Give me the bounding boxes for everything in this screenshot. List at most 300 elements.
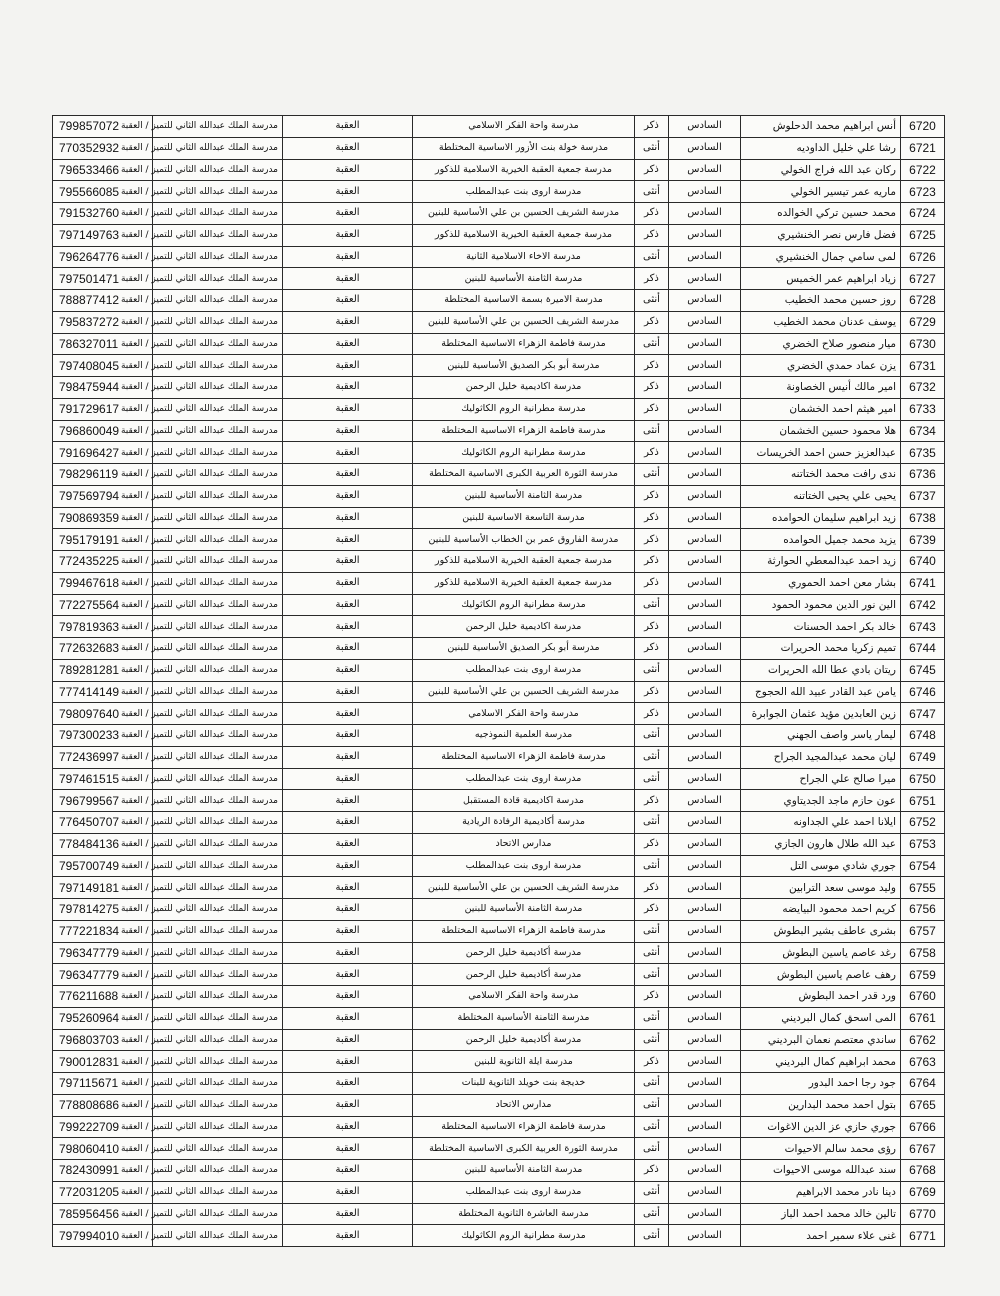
city-cell: العقبة — [283, 311, 413, 333]
school-name-cell: مدرسة اكاديمية خليل الرحمن — [413, 616, 635, 638]
exam-center-cell: مدرسة الملك عبدالله الثاني للتميز / العقبة — [153, 1094, 283, 1116]
grade-cell: السادس — [669, 464, 741, 486]
document-sheet — [52, 115, 944, 1247]
exam-center-cell: مدرسة الملك عبدالله الثاني للتميز / العقبة — [153, 1116, 283, 1138]
phone-number-cell: 797149763 — [53, 224, 153, 246]
school-name-cell: مدرسة الشريف الحسين بن علي الأساسية للبنين — [413, 203, 635, 225]
table-row — [53, 1160, 945, 1182]
gender-cell: ذكر — [635, 203, 669, 225]
city-cell: العقبة — [283, 333, 413, 355]
student-name-cell: تميم زكريا محمد الحريرات — [741, 638, 901, 660]
row-number-cell: 6732 — [901, 377, 945, 399]
row-number-cell: 6727 — [901, 268, 945, 290]
gender-cell: أنثى — [635, 246, 669, 268]
phone-number-cell: 797814275 — [53, 899, 153, 921]
city-cell: العقبة — [283, 920, 413, 942]
city-cell: العقبة — [283, 746, 413, 768]
phone-number-cell: 778808686 — [53, 1094, 153, 1116]
city-cell: العقبة — [283, 442, 413, 464]
grade-cell: السادس — [669, 877, 741, 899]
gender-cell: ذكر — [635, 159, 669, 181]
city-cell: العقبة — [283, 420, 413, 442]
row-number-cell: 6763 — [901, 1051, 945, 1073]
school-name-cell: مدرسة مطرانية الروم الكاثوليك — [413, 594, 635, 616]
table-row — [53, 964, 945, 986]
grade-cell: السادس — [669, 594, 741, 616]
student-name-cell: محمد حسين تركي الخوالده — [741, 203, 901, 225]
school-name-cell: مدرسة واحة الفكر الاسلامي — [413, 116, 635, 138]
city-cell: العقبة — [283, 181, 413, 203]
exam-center-cell: مدرسة الملك عبدالله الثاني للتميز / العقبة — [153, 616, 283, 638]
row-number-cell: 6750 — [901, 768, 945, 790]
gender-cell: ذكر — [635, 377, 669, 399]
table-row — [53, 464, 945, 486]
table-row — [53, 899, 945, 921]
row-number-cell: 6770 — [901, 1203, 945, 1225]
school-name-cell: مدرسة اروى بنت عبدالمطلب — [413, 1181, 635, 1203]
grade-cell: السادس — [669, 616, 741, 638]
exam-center-cell: مدرسة الملك عبدالله الثاني للتميز / العقبة — [153, 116, 283, 138]
exam-center-cell: مدرسة الملك عبدالله الثاني للتميز / العقبة — [153, 594, 283, 616]
city-cell: العقبة — [283, 290, 413, 312]
grade-cell: السادس — [669, 964, 741, 986]
gender-cell: ذكر — [635, 398, 669, 420]
school-name-cell: مدرسة الثورة العربية الكبرى الاساسية المختلطة — [413, 464, 635, 486]
grade-cell: السادس — [669, 1029, 741, 1051]
gender-cell: ذكر — [635, 442, 669, 464]
school-name-cell: مدرسة الثورة العربية الكبرى الاساسية المختلطة — [413, 1138, 635, 1160]
row-number-cell: 6720 — [901, 116, 945, 138]
grade-cell: السادس — [669, 551, 741, 573]
city-cell: العقبة — [283, 268, 413, 290]
gender-cell: أنثى — [635, 1116, 669, 1138]
exam-center-cell: مدرسة الملك عبدالله الثاني للتميز / العقبة — [153, 464, 283, 486]
school-name-cell: مدرسة فاطمة الزهراء الاساسية المختلطة — [413, 746, 635, 768]
school-name-cell: مدرسة الشريف الحسين بن علي الأساسية للبنين — [413, 877, 635, 899]
gender-cell: ذكر — [635, 616, 669, 638]
exam-center-cell: مدرسة الملك عبدالله الثاني للتميز / العقبة — [153, 768, 283, 790]
table-row — [53, 1073, 945, 1095]
student-name-cell: روز حسين محمد الخطيب — [741, 290, 901, 312]
row-number-cell: 6762 — [901, 1029, 945, 1051]
row-number-cell: 6761 — [901, 1007, 945, 1029]
city-cell: العقبة — [283, 725, 413, 747]
exam-center-cell: مدرسة الملك عبدالله الثاني للتميز / العقبة — [153, 964, 283, 986]
grade-cell: السادس — [669, 1225, 741, 1247]
phone-number-cell: 786327011 — [53, 333, 153, 355]
exam-center-cell: مدرسة الملك عبدالله الثاني للتميز / العقبة — [153, 551, 283, 573]
grade-cell: السادس — [669, 1073, 741, 1095]
grade-cell: السادس — [669, 311, 741, 333]
gender-cell: أنثى — [635, 420, 669, 442]
school-name-cell: مدرسة فاطمة الزهراء الاساسية المختلطة — [413, 920, 635, 942]
gender-cell: ذكر — [635, 877, 669, 899]
student-name-cell: يزيد محمد جميل الحوامده — [741, 529, 901, 551]
school-name-cell: مدرسة اكاديمية خليل الرحمن — [413, 377, 635, 399]
city-cell: العقبة — [283, 681, 413, 703]
table-row — [53, 377, 945, 399]
student-name-cell: يزن عماد حمدي الخضري — [741, 355, 901, 377]
city-cell: العقبة — [283, 1029, 413, 1051]
grade-cell: السادس — [669, 899, 741, 921]
student-name-cell: ميار منصور صلاح الخضري — [741, 333, 901, 355]
school-name-cell: مدرسة جمعية العقبة الخيرية الاسلامية للذكور — [413, 572, 635, 594]
exam-center-cell: مدرسة الملك عبدالله الثاني للتميز / العقبة — [153, 1029, 283, 1051]
school-name-cell: مدرسة الثامنة الأساسية المختلطة — [413, 1007, 635, 1029]
student-name-cell: عون حازم ماجد الجديتاوي — [741, 790, 901, 812]
grade-cell: السادس — [669, 377, 741, 399]
city-cell: العقبة — [283, 812, 413, 834]
phone-number-cell: 788877412 — [53, 290, 153, 312]
row-number-cell: 6739 — [901, 529, 945, 551]
school-name-cell: مدرسة مطرانية الروم الكاثوليك — [413, 1225, 635, 1247]
city-cell: العقبة — [283, 507, 413, 529]
student-name-cell: لمى سامي جمال الخنشيري — [741, 246, 901, 268]
grade-cell: السادس — [669, 638, 741, 660]
row-number-cell: 6766 — [901, 1116, 945, 1138]
student-name-cell: ماريه عمر تيسير الخولي — [741, 181, 901, 203]
exam-center-cell: مدرسة الملك عبدالله الثاني للتميز / العقبة — [153, 703, 283, 725]
city-cell: العقبة — [283, 377, 413, 399]
grade-cell: السادس — [669, 137, 741, 159]
table-row — [53, 768, 945, 790]
phone-number-cell: 790012831 — [53, 1051, 153, 1073]
grade-cell: السادس — [669, 746, 741, 768]
phone-number-cell: 797149181 — [53, 877, 153, 899]
phone-number-cell: 772632683 — [53, 638, 153, 660]
city-cell: العقبة — [283, 551, 413, 573]
city-cell: العقبة — [283, 159, 413, 181]
row-number-cell: 6752 — [901, 812, 945, 834]
student-name-cell: رهف عاصم ياسين البطوش — [741, 964, 901, 986]
city-cell: العقبة — [283, 768, 413, 790]
student-name-cell: جوري حازي عز الدين الاغوات — [741, 1116, 901, 1138]
city-cell: العقبة — [283, 529, 413, 551]
exam-center-cell: مدرسة الملك عبدالله الثاني للتميز / العقبة — [153, 986, 283, 1008]
student-name-cell: الين نور الدين محمود الحمود — [741, 594, 901, 616]
row-number-cell: 6745 — [901, 659, 945, 681]
row-number-cell: 6759 — [901, 964, 945, 986]
row-number-cell: 6748 — [901, 725, 945, 747]
student-name-cell: زيد احمد عبدالمعطي الحوارثة — [741, 551, 901, 573]
phone-number-cell: 796264776 — [53, 246, 153, 268]
school-name-cell: مدارس الاتحاد — [413, 833, 635, 855]
phone-number-cell: 776450707 — [53, 812, 153, 834]
row-number-cell: 6733 — [901, 398, 945, 420]
city-cell: العقبة — [283, 638, 413, 660]
row-number-cell: 6726 — [901, 246, 945, 268]
table-row — [53, 398, 945, 420]
gender-cell: ذكر — [635, 833, 669, 855]
school-name-cell: مدرسة واحة الفكر الاسلامي — [413, 986, 635, 1008]
row-number-cell: 6731 — [901, 355, 945, 377]
student-name-cell: هلا محمود حسين الخشمان — [741, 420, 901, 442]
exam-center-cell: مدرسة الملك عبدالله الثاني للتميز / العقبة — [153, 1051, 283, 1073]
gender-cell: أنثى — [635, 920, 669, 942]
exam-center-cell: مدرسة الملك عبدالله الثاني للتميز / العقبة — [153, 203, 283, 225]
school-name-cell: مدرسة الثامنة الأساسية للبنين — [413, 268, 635, 290]
phone-number-cell: 796799567 — [53, 790, 153, 812]
gender-cell: أنثى — [635, 942, 669, 964]
city-cell: العقبة — [283, 572, 413, 594]
table-row — [53, 616, 945, 638]
row-number-cell: 6768 — [901, 1160, 945, 1182]
student-name-cell: ليان محمد عبدالمجيد الجراح — [741, 746, 901, 768]
exam-center-cell: مدرسة الملك عبدالله الثاني للتميز / العقبة — [153, 833, 283, 855]
phone-number-cell: 795700749 — [53, 855, 153, 877]
exam-center-cell: مدرسة الملك عبدالله الثاني للتميز / العقبة — [153, 1138, 283, 1160]
row-number-cell: 6730 — [901, 333, 945, 355]
exam-center-cell: مدرسة الملك عبدالله الثاني للتميز / العقبة — [153, 572, 283, 594]
grade-cell: السادس — [669, 1094, 741, 1116]
student-name-cell: غنى علاء سمير احمد — [741, 1225, 901, 1247]
phone-number-cell: 797994010 — [53, 1225, 153, 1247]
row-number-cell: 6755 — [901, 877, 945, 899]
school-name-cell: مدرسة أكاديمية خليل الرحمن — [413, 942, 635, 964]
student-name-cell: كريم احمد محمود البيايضه — [741, 899, 901, 921]
school-name-cell: مدرسة أكاديمية خليل الرحمن — [413, 964, 635, 986]
phone-number-cell: 791729617 — [53, 398, 153, 420]
grade-cell: السادس — [669, 855, 741, 877]
exam-center-cell: مدرسة الملك عبدالله الثاني للتميز / العقبة — [153, 181, 283, 203]
row-number-cell: 6758 — [901, 942, 945, 964]
grade-cell: السادس — [669, 181, 741, 203]
grade-cell: السادس — [669, 224, 741, 246]
phone-number-cell: 777414149 — [53, 681, 153, 703]
row-number-cell: 6760 — [901, 986, 945, 1008]
student-name-cell: امير هيثم احمد الخشمان — [741, 398, 901, 420]
exam-center-cell: مدرسة الملك عبدالله الثاني للتميز / العقبة — [153, 290, 283, 312]
phone-number-cell: 799222709 — [53, 1116, 153, 1138]
row-number-cell: 6754 — [901, 855, 945, 877]
phone-number-cell: 777221834 — [53, 920, 153, 942]
gender-cell: ذكر — [635, 1051, 669, 1073]
grade-cell: السادس — [669, 420, 741, 442]
phone-number-cell: 776211688 — [53, 986, 153, 1008]
table-row — [53, 1225, 945, 1247]
grade-cell: السادس — [669, 1138, 741, 1160]
table-row — [53, 572, 945, 594]
student-name-cell: ورد قدر احمد البطوش — [741, 986, 901, 1008]
gender-cell: ذكر — [635, 485, 669, 507]
city-cell: العقبة — [283, 964, 413, 986]
gender-cell: أنثى — [635, 855, 669, 877]
student-name-cell: رؤى محمد سالم الاحيوات — [741, 1138, 901, 1160]
row-number-cell: 6742 — [901, 594, 945, 616]
gender-cell: ذكر — [635, 790, 669, 812]
school-name-cell: مدرسة الشريف الحسين بن علي الأساسية للبنين — [413, 311, 635, 333]
table-row — [53, 1094, 945, 1116]
exam-center-cell: مدرسة الملك عبدالله الثاني للتميز / العقبة — [153, 268, 283, 290]
school-name-cell: مدرسة اكاديمية قادة المستقبل — [413, 790, 635, 812]
table-row — [53, 290, 945, 312]
grade-cell: السادس — [669, 529, 741, 551]
gender-cell: ذكر — [635, 116, 669, 138]
exam-center-cell: مدرسة الملك عبدالله الثاني للتميز / العقبة — [153, 855, 283, 877]
student-name-cell: رغد عاصم ياسين البطوش — [741, 942, 901, 964]
student-name-cell: ساندي معتصم نعمان البرديني — [741, 1029, 901, 1051]
phone-number-cell: 797569794 — [53, 485, 153, 507]
row-number-cell: 6751 — [901, 790, 945, 812]
phone-number-cell: 772031205 — [53, 1181, 153, 1203]
table-row — [53, 203, 945, 225]
student-name-cell: ريتان بادي عطا الله الحريرات — [741, 659, 901, 681]
phone-number-cell: 789281281 — [53, 659, 153, 681]
gender-cell: ذكر — [635, 681, 669, 703]
school-name-cell: مدرسة الاميرة بسمة الاساسية المختلطة — [413, 290, 635, 312]
phone-number-cell: 770352932 — [53, 137, 153, 159]
gender-cell: ذكر — [635, 638, 669, 660]
table-row — [53, 224, 945, 246]
table-row — [53, 812, 945, 834]
student-name-cell: محمد ابراهيم كمال البرديني — [741, 1051, 901, 1073]
exam-center-cell: مدرسة الملك عبدالله الثاني للتميز / العقبة — [153, 659, 283, 681]
gender-cell: أنثى — [635, 746, 669, 768]
exam-center-cell: مدرسة الملك عبدالله الثاني للتميز / العقبة — [153, 377, 283, 399]
exam-center-cell: مدرسة الملك عبدالله الثاني للتميز / العقبة — [153, 311, 283, 333]
phone-number-cell: 791696427 — [53, 442, 153, 464]
table-row — [53, 725, 945, 747]
phone-number-cell: 796803703 — [53, 1029, 153, 1051]
exam-center-cell: مدرسة الملك عبدالله الثاني للتميز / العقبة — [153, 681, 283, 703]
row-number-cell: 6769 — [901, 1181, 945, 1203]
student-name-cell: أنس ابراهيم محمد الدحلوش — [741, 116, 901, 138]
student-name-cell: دينا نادر محمد الابراهيم — [741, 1181, 901, 1203]
school-name-cell: مدرسة ايلة الثانوية للبنين — [413, 1051, 635, 1073]
student-name-cell: يوسف عدنان محمد الخطيب — [741, 311, 901, 333]
gender-cell: أنثى — [635, 464, 669, 486]
row-number-cell: 6753 — [901, 833, 945, 855]
grade-cell: السادس — [669, 768, 741, 790]
grade-cell: السادس — [669, 681, 741, 703]
phone-number-cell: 799857072 — [53, 116, 153, 138]
row-number-cell: 6725 — [901, 224, 945, 246]
student-name-cell: زين العابدين مؤيد عثمان الجوابرة — [741, 703, 901, 725]
table-row — [53, 703, 945, 725]
phone-number-cell: 772275564 — [53, 594, 153, 616]
phone-number-cell: 798097640 — [53, 703, 153, 725]
grade-cell: السادس — [669, 703, 741, 725]
student-name-cell: زياد ابراهيم عمر الخميس — [741, 268, 901, 290]
row-number-cell: 6746 — [901, 681, 945, 703]
school-name-cell: مدرسة العلمية النموذجيه — [413, 725, 635, 747]
row-number-cell: 6764 — [901, 1073, 945, 1095]
gender-cell: أنثى — [635, 812, 669, 834]
row-number-cell: 6722 — [901, 159, 945, 181]
table-row — [53, 855, 945, 877]
table-row — [53, 1029, 945, 1051]
phone-number-cell: 796860049 — [53, 420, 153, 442]
school-name-cell: مدرسة جمعية العقبة الخيرية الاسلامية للذكور — [413, 159, 635, 181]
grade-cell: السادس — [669, 920, 741, 942]
grade-cell: السادس — [669, 986, 741, 1008]
table-row — [53, 659, 945, 681]
student-name-cell: زيد ابراهيم سليمان الحوامده — [741, 507, 901, 529]
student-name-cell: بتول احمد محمد البدارين — [741, 1094, 901, 1116]
row-number-cell: 6767 — [901, 1138, 945, 1160]
student-name-cell: بشار معن احمد الحموري — [741, 572, 901, 594]
table-row — [53, 1203, 945, 1225]
school-name-cell: مدرسة واحة الفكر الاسلامي — [413, 703, 635, 725]
students-table — [52, 115, 945, 1247]
phone-number-cell: 790869359 — [53, 507, 153, 529]
student-name-cell: امير مالك أنيس الخصاونة — [741, 377, 901, 399]
phone-number-cell: 796347779 — [53, 942, 153, 964]
exam-center-cell: مدرسة الملك عبدالله الثاني للتميز / العقبة — [153, 398, 283, 420]
table-row — [53, 507, 945, 529]
school-name-cell: مدرسة الشريف الحسين بن علي الأساسية للبنين — [413, 681, 635, 703]
student-name-cell: ندى رافت محمد الختاتنه — [741, 464, 901, 486]
table-row — [53, 1007, 945, 1029]
row-number-cell: 6735 — [901, 442, 945, 464]
grade-cell: السادس — [669, 203, 741, 225]
row-number-cell: 6747 — [901, 703, 945, 725]
school-name-cell: مدرسة اروى بنت عبدالمطلب — [413, 181, 635, 203]
exam-center-cell: مدرسة الملك عبدالله الثاني للتميز / العقبة — [153, 355, 283, 377]
school-name-cell: خديجة بنت خويلد الثانوية للبنات — [413, 1073, 635, 1095]
city-cell: العقبة — [283, 659, 413, 681]
phone-number-cell: 782430991 — [53, 1160, 153, 1182]
phone-number-cell: 797819363 — [53, 616, 153, 638]
school-name-cell: مدرسة مطرانية الروم الكاثوليك — [413, 398, 635, 420]
grade-cell: السادس — [669, 1051, 741, 1073]
student-name-cell: وليد موسى سعد الترابين — [741, 877, 901, 899]
gender-cell: ذكر — [635, 311, 669, 333]
row-number-cell: 6723 — [901, 181, 945, 203]
gender-cell: ذكر — [635, 1160, 669, 1182]
phone-number-cell: 795566085 — [53, 181, 153, 203]
phone-number-cell: 799467618 — [53, 572, 153, 594]
city-cell: العقبة — [283, 1181, 413, 1203]
gender-cell: ذكر — [635, 224, 669, 246]
table-row — [53, 638, 945, 660]
school-name-cell: مدرسة أكاديمية خليل الرحمن — [413, 1029, 635, 1051]
phone-number-cell: 797501471 — [53, 268, 153, 290]
gender-cell: أنثى — [635, 290, 669, 312]
school-name-cell: مدرسة الاخاء الاسلامية الثانية — [413, 246, 635, 268]
phone-number-cell: 797115671 — [53, 1073, 153, 1095]
table-row — [53, 311, 945, 333]
exam-center-cell: مدرسة الملك عبدالله الثاني للتميز / العقبة — [153, 137, 283, 159]
exam-center-cell: مدرسة الملك عبدالله الثاني للتميز / العقبة — [153, 420, 283, 442]
grade-cell: السادس — [669, 659, 741, 681]
table-row — [53, 746, 945, 768]
table-row — [53, 551, 945, 573]
exam-center-cell: مدرسة الملك عبدالله الثاني للتميز / العقبة — [153, 333, 283, 355]
gender-cell: ذكر — [635, 703, 669, 725]
row-number-cell: 6765 — [901, 1094, 945, 1116]
gender-cell: ذكر — [635, 529, 669, 551]
row-number-cell: 6771 — [901, 1225, 945, 1247]
gender-cell: ذكر — [635, 551, 669, 573]
table-row — [53, 1181, 945, 1203]
exam-center-cell: مدرسة الملك عبدالله الثاني للتميز / العقبة — [153, 1160, 283, 1182]
exam-center-cell: مدرسة الملك عبدالله الثاني للتميز / العقبة — [153, 1181, 283, 1203]
phone-number-cell: 795837272 — [53, 311, 153, 333]
exam-center-cell: مدرسة الملك عبدالله الثاني للتميز / العقبة — [153, 1007, 283, 1029]
exam-center-cell: مدرسة الملك عبدالله الثاني للتميز / العقبة — [153, 159, 283, 181]
exam-center-cell: مدرسة الملك عبدالله الثاني للتميز / العقبة — [153, 790, 283, 812]
table-body — [53, 116, 945, 1247]
gender-cell: أنثى — [635, 1094, 669, 1116]
gender-cell: أنثى — [635, 768, 669, 790]
phone-number-cell: 772435225 — [53, 551, 153, 573]
city-cell: العقبة — [283, 1051, 413, 1073]
row-number-cell: 6756 — [901, 899, 945, 921]
gender-cell: أنثى — [635, 1138, 669, 1160]
grade-cell: السادس — [669, 398, 741, 420]
city-cell: العقبة — [283, 616, 413, 638]
